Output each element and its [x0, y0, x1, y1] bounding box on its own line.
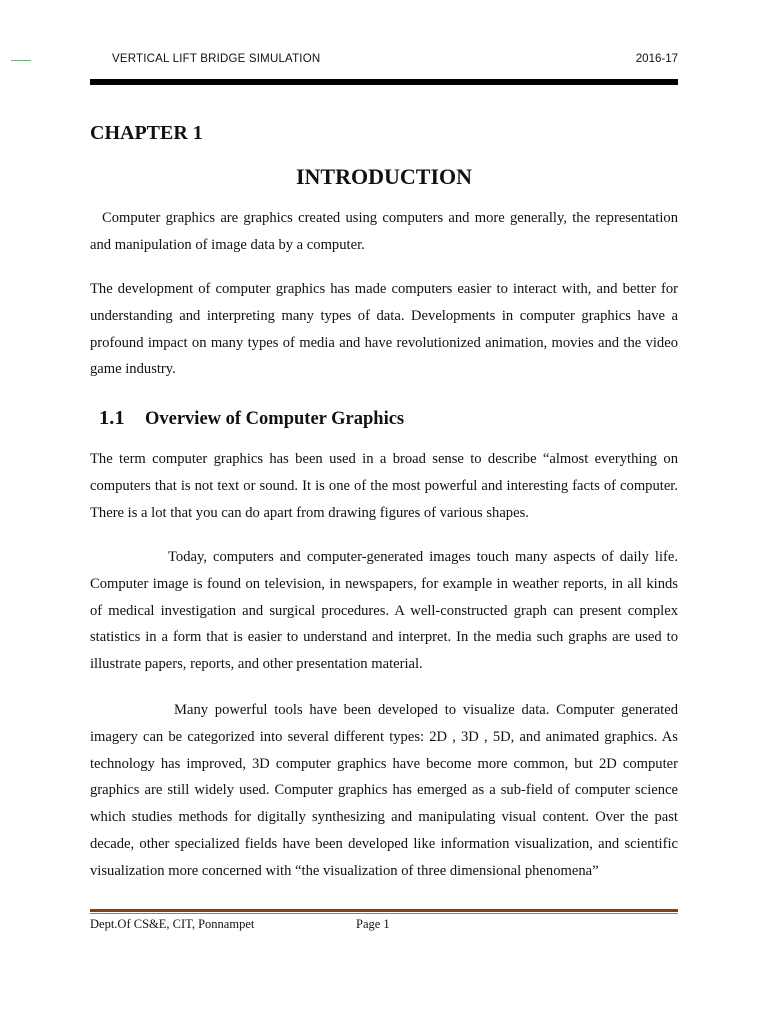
section-paragraph-2: Today, computers and computer-generated images touch many aspects of daily life. Computer image is found on television, in newspapers, for example in weather reports, in all kinds of medical investigation and surgical procedures. A well-constructed graph can present complex statistics in a form that is easier to understand and interpret. In the media such graphs are used to illustrate papers, reports, and other presentation material. [90, 549, 678, 673]
header-title: VERTICAL LIFT BRIDGE SIMULATION [112, 53, 321, 65]
chapter-label: CHAPTER 1 [90, 122, 203, 144]
footer-rule-thin [90, 913, 678, 914]
chapter-title: INTRODUCTION [295, 164, 473, 189]
header-year: 2016-17 [635, 53, 678, 65]
footer-rule [90, 909, 678, 912]
header-rule [90, 79, 678, 85]
footer-page-number: Page 1 [356, 917, 390, 931]
footer-department: Dept.Of CS&E, CIT, Ponnampet [90, 917, 255, 931]
intro-paragraph-1: Computer graphics are graphics created using computers and more generally, the representation and manipulation of image data by a computer. [90, 210, 678, 253]
section-number: 1.1 [99, 407, 125, 429]
section-title: Overview of Computer Graphics [145, 409, 405, 429]
section-paragraph-1: The term computer graphics has been used in a broad sense to describe “almost everything on computers that is not text or sound. It is one of the most powerful and interesting facts of computer. There is a lot that you can do apart from drawing figures of various shapes. [90, 451, 678, 521]
section-paragraph-3: Many powerful tools have been developed to visualize data. Computer generated imagery can be categorized into several different types: 2D , 3D , 5D, and animated graphics. As technology has improved, 3D computer graphics have become more common, but 2D computer graphics are still widely used. Computer graphics has emerged as a sub-field of computer science which studies methods for digitally synthesizing and manipulating visual content. Over the past decade, other specialized fields have been developed like information visualization, and scientific visualization more concerned with “the visualization of three dimensional phenomena” [90, 702, 678, 879]
intro-paragraph-2: The development of computer graphics has made computers easier to interact with, and better for understanding and interpreting many types of data. Developments in computer graphics have a profound impact on many types of media and have revolutionized animation, movies and the video game industry. [90, 281, 678, 378]
margin-marker [11, 60, 31, 61]
